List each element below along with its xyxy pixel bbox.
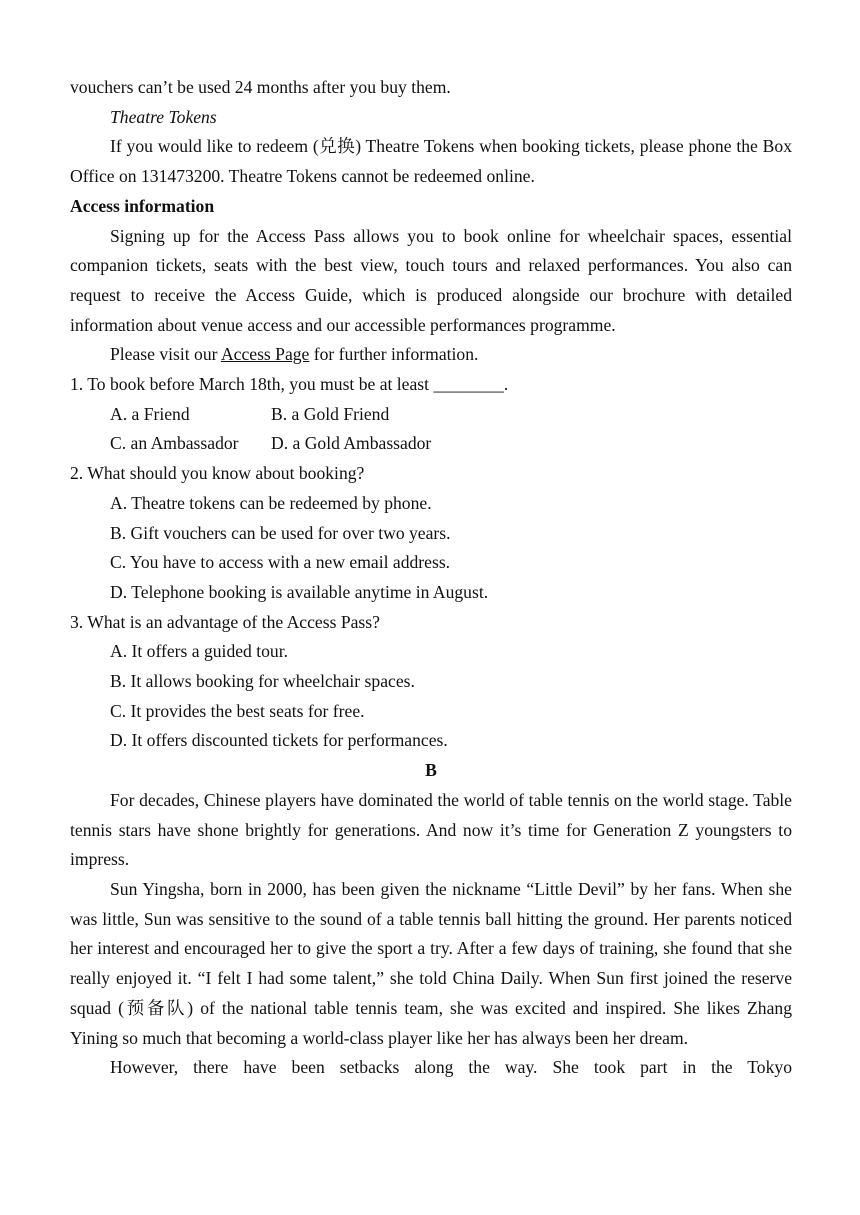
document-page <box>70 73 792 1083</box>
question-1-options-row-1 <box>70 400 792 430</box>
theatre-tokens-heading: Theatre Tokens <box>110 106 217 127</box>
question-1-option-b: B. a Gold Friend <box>271 403 390 424</box>
question-2-option-c: C. You have to access with a new email address. <box>110 552 451 573</box>
question-1-option-a: A. a Friend <box>110 403 190 424</box>
question-3-option-a: A. It offers a guided tour. <box>110 641 289 662</box>
question-1-options-row-2 <box>70 429 792 459</box>
visit-text-before: Please visit our <box>110 344 221 365</box>
passage-b-paragraph-3: However, there have been setbacks along the way. She took part in the Tokyo <box>110 1057 792 1078</box>
question-3-stem: 3. What is an advantage of the Access Pass? <box>70 611 380 632</box>
question-2-option-b: B. Gift vouchers can be used for over two years. <box>110 522 451 543</box>
access-page-link[interactable]: Access Page <box>220 344 310 365</box>
visit-paragraph <box>70 340 792 370</box>
question-1-option-d: D. a Gold Ambassador <box>271 433 432 454</box>
access-paragraph: Signing up for the Access Pass allows you to book online for wheelchair spaces, essential companion tickets, seats with the best view, touch tours and relaxed performances. You also can request to receive the Access Guide, which is produced alongside our brochure with detailed information about venue access and our accessible performances programme. <box>70 225 792 335</box>
question-1-option-c: C. an Ambassador <box>110 433 239 454</box>
theatre-tokens-paragraph: If you would like to redeem (兑换) Theatre Tokens when booking tickets, please phone the Box Office on 131473200. Theatre Tokens cannot be redeemed online. <box>70 136 792 187</box>
question-3-option-d: D. It offers discounted tickets for performances. <box>110 730 448 751</box>
passage-b-heading: B <box>425 760 437 781</box>
question-3-option-b: B. It allows booking for wheelchair spaces. <box>110 671 415 692</box>
question-1-stem: 1. To book before March 18th, you must be at least ________. <box>70 374 509 395</box>
question-2-option-a: A. Theatre tokens can be redeemed by phone. <box>110 492 432 513</box>
passage-b-paragraph-2: Sun Yingsha, born in 2000, has been given the nickname “Little Devil” by her fans. When she was little, Sun was sensitive to the sound of a table tennis ball hitting the ground. Her parents noticed her interest and encouraged her to give the sport a try. After a few days of training, she found that she really enjoyed it. “I felt I had some talent,” she told China Daily. When Sun first joined the reserve squad (预备队) of the national table tennis team, she was excited and inspired. She likes Zhang Yining so much that becoming a world-class player like her has always been her dream. <box>70 878 792 1048</box>
visit-text-after: for further information. <box>309 344 479 365</box>
question-2-stem: 2. What should you know about booking? <box>70 463 365 484</box>
access-information-heading: Access information <box>70 195 215 216</box>
question-3-option-c: C. It provides the best seats for free. <box>110 700 365 721</box>
vouchers-paragraph: vouchers can’t be used 24 months after you buy them. <box>70 77 451 97</box>
passage-b-paragraph-1: For decades, Chinese players have dominated the world of table tennis on the world stage. Table tennis stars have shone brightly for generations. And now it’s time for Generation Z youngsters to impress. <box>70 789 792 870</box>
question-2-option-d: D. Telephone booking is available anytime in August. <box>110 581 489 602</box>
